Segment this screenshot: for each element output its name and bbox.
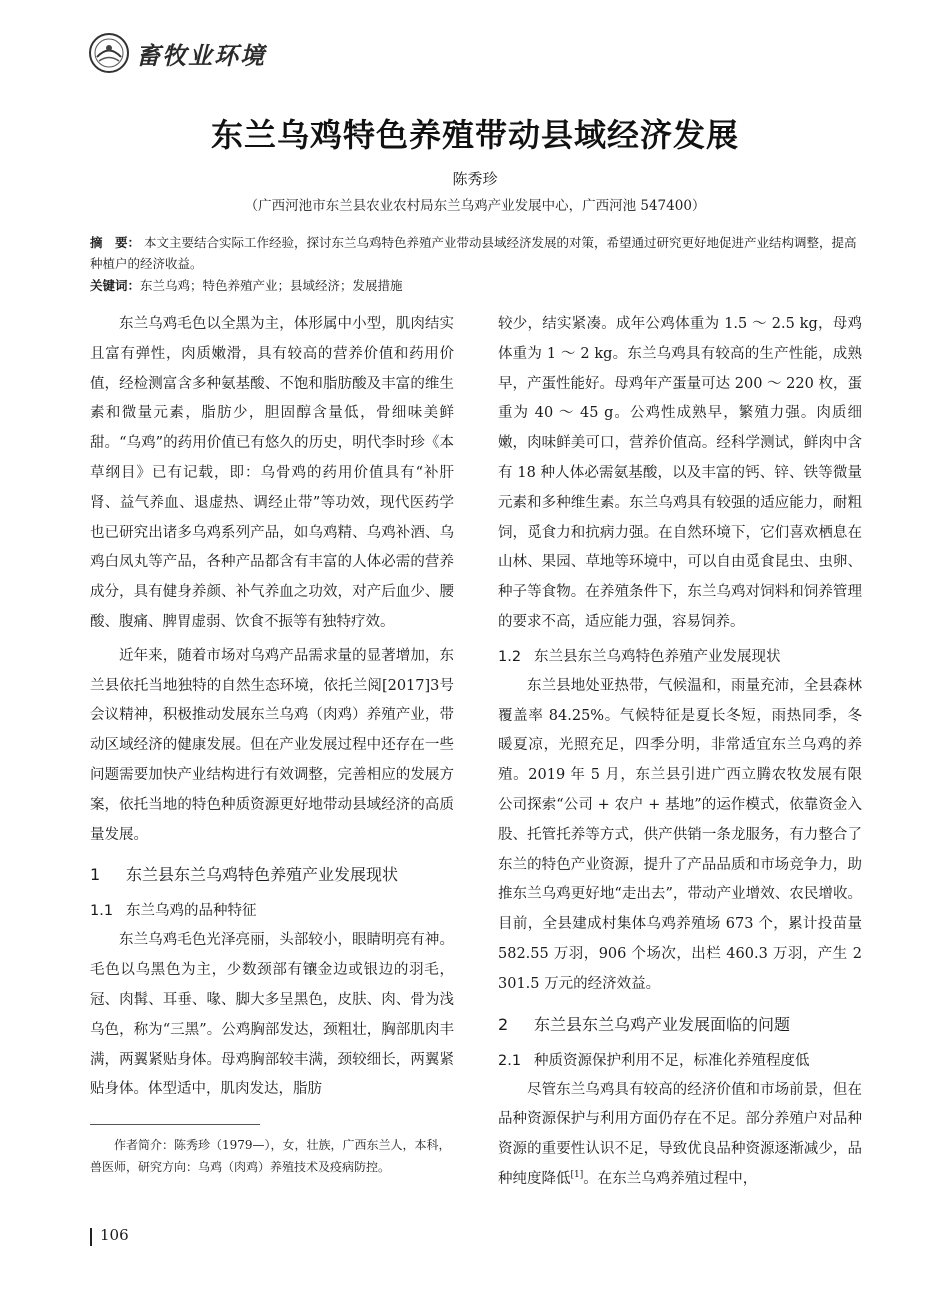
section-title: 东兰县东兰乌鸡产业发展面临的问题	[534, 1014, 791, 1034]
section-title: 东兰县东兰乌鸡特色养殖产业发展现状	[534, 648, 781, 665]
paragraph: 东兰乌鸡毛色以全黑为主，体形属中小型，肌肉结实且富有弹性，肉质嫩滑，具有较高的营养价值和药用价值，经检测富含多种氨基酸、不饱和脂肪酸及丰富的维生素和微量元素，脂肪少，胆固醇含量低，骨细味美鲜甜。“乌鸡”的药用价值已有悠久的历史，明代李时珍《本草纲目》已有记载，即：乌骨鸡的药用价值具有“补肝肾、益气养血、退虚热、调经止带”等功效，现代医药学也已研究出诸多乌鸡系列产品，如乌鸡精、乌鸡补酒、乌鸡白凤丸等产品，各种产品都含有丰富的人体必需的营养成分，具有健身养颜、补气养血之功效，对产后血少、腰酸、腹痛、脾胃虚弱、饮食不振等有独特疗效。	[90, 316, 454, 630]
paragraph-text: 尽管东兰乌鸡具有较高的经济价值和市场前景，但在品种资源保护与利用方面仍存在不足。部分养殖户对品种资源的重要性认识不足，导致优良品种资源逐渐减少，品种纯度降低	[498, 1081, 862, 1187]
keywords	[90, 275, 860, 296]
section-number: 1.2	[498, 648, 522, 665]
citation-reference[interactable]: [1]	[570, 1170, 584, 1181]
abstract	[90, 232, 860, 274]
journal-emblem-icon	[88, 32, 130, 74]
section-heading-2-1	[498, 1046, 862, 1076]
section-heading-1-2	[498, 642, 862, 672]
section-title: 种质资源保护利用不足，标准化养殖程度低	[534, 1052, 810, 1069]
section-number: 1.1	[90, 903, 114, 920]
section-title: 东兰乌鸡的品种特征	[126, 903, 257, 920]
left-column	[90, 310, 454, 1109]
right-column	[498, 310, 862, 1199]
journal-name: 畜牧业环境	[136, 40, 266, 70]
paragraph	[498, 1076, 862, 1195]
section-number: 1	[90, 865, 101, 885]
page-number: 106	[100, 1226, 129, 1244]
footnote-divider	[90, 1124, 260, 1125]
author-name: 陈秀珍	[452, 170, 498, 188]
section-heading-1-1	[90, 896, 454, 926]
section-number: 2	[498, 1014, 509, 1034]
section-number: 2.1	[498, 1052, 522, 1069]
abstract-text: 本文主要结合实际工作经验，探讨东兰乌鸡特色养殖产业带动县域经济发展的对策，希望通过研究更好地促进产业结构调整，提高种植户的经济收益。	[90, 235, 857, 271]
paragraph: 近年来，随着市场对乌鸡产品需求量的显著增加，东兰县依托当地独特的自然生态环境，依托兰阅[2017]3号会议精神，积极推动发展东兰乌鸡（肉鸡）养殖产业，带动区域经济的健康发展。但在产业发展过程中还存在一些问题需要加快产业结构进行有效调整，完善相应的发展方案，依托当地的特色种质资源更好地带动县域经济的高质量发展。	[90, 647, 454, 843]
paragraph: 东兰县地处亚热带，气候温和，雨量充沛，全县森林覆盖率 84.25%。气候特征是夏长冬短，雨热同季，冬暖夏凉，光照充足，四季分明，非常适宜东兰乌鸡的养殖。2019 年 5 月，东兰县引进广西立腾农牧发展有限公司探索“公司 + 农户 + 基地”的运作模式，依靠资金入股、托管托养等方式，供产供销一条龙服务，有力整合了东兰的特色产业资源，提升了产品品质和市场竞争力，助推东兰乌鸡更好地“走出去”，带动产业增效、农民增收。目前，全县建成村集体乌鸡养殖场 673 个，累计投苗量 582.55 万羽，906 个场次，出栏 460.3 万羽，产生 2 301.5 万元的经济效益。	[498, 677, 862, 992]
section-heading-1	[90, 860, 454, 890]
author-footnote: 作者简介：陈秀珍（1979—），女，壮族，广西东兰人，本科，兽医师，研究方向：乌鸡（肉鸡）养殖技术及疫病防控。	[90, 1138, 451, 1174]
page-number-bar	[90, 1228, 92, 1246]
section-title: 东兰县东兰乌鸡特色养殖产业发展现状	[126, 865, 399, 885]
paragraph: 较少，结实紧凑。成年公鸡体重为 1.5 ～ 2.5 kg，母鸡体重为 1 ～ 2 kg。东兰乌鸡具有较高的生产性能，成熟早，产蛋性能好。母鸡年产蛋量可达 200 ～ 220 枚，蛋重为 40 ～ 45 g。公鸡性成熟早，繁殖力强。肉质细嫩，肉味鲜美可口，营养价值高。经科学测试，鲜肉中含有 18 种人体必需氨基酸，以及丰富的钙、锌、铁等微量元素和多种维生素。东兰乌鸡具有较强的适应能力，耐粗饲，觅食力和抗病力强。在自然环境下，它们喜欢栖息在山林、果园、草地等环境中，可以自由觅食昆虫、虫卵、种子等食物。在养殖条件下，东兰乌鸡对饲料和饲养管理的要求不高，适应能力强，容易饲养。	[498, 316, 862, 630]
paragraph-text: 。在东兰乌鸡养殖过程中，	[583, 1170, 758, 1187]
keywords-text: 东兰乌鸡；特色养殖产业；县域经济；发展措施	[140, 278, 403, 293]
abstract-label: 摘 要：	[90, 235, 141, 250]
keywords-label: 关键词：	[90, 278, 141, 293]
paragraph: 东兰乌鸡毛色光泽亮丽，头部较小，眼睛明亮有神。毛色以乌黑色为主，少数颈部有镶金边或银边的羽毛，冠、肉髯、耳垂、喙、脚大多呈黑色，皮肤、肉、骨为浅乌色，称为“三黑”。公鸡胸部发达，颈粗壮，胸部肌肉丰满，两翼紧贴身体。母鸡胸部较丰满，颈较细长，两翼紧贴身体。体型适中，肌肉发达，脂肪	[90, 932, 454, 1098]
journal-header	[88, 30, 266, 76]
article-title: 东兰乌鸡特色养殖带动县域经济发展	[210, 116, 739, 154]
section-heading-2	[498, 1010, 862, 1040]
author-affiliation: （广西河池市东兰县农业农村局东兰乌鸡产业发展中心，广西河池 547400）	[244, 198, 706, 214]
